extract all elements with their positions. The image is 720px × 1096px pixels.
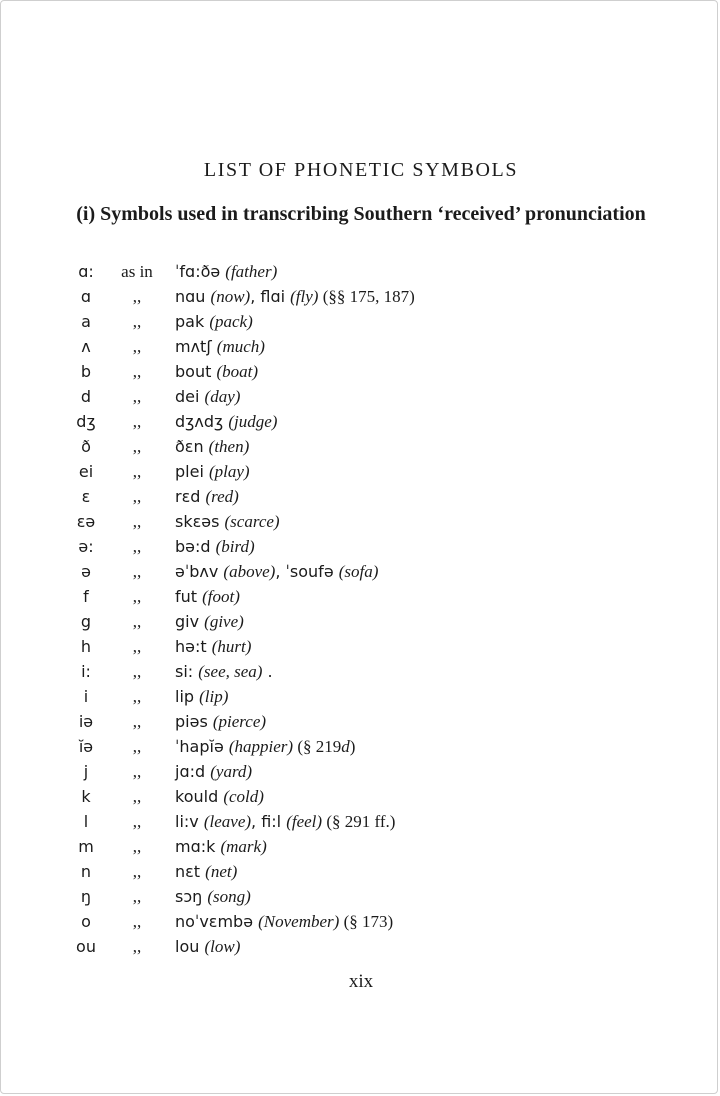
as-in-marker: ,, xyxy=(132,837,142,856)
section-heading: (i) Symbols used in transcribing Southern ‘received’ pronunciation xyxy=(76,203,646,225)
phonetic-symbol: h xyxy=(80,637,92,656)
example-transcription xyxy=(175,609,244,634)
example-transcription xyxy=(175,834,267,859)
as-in-marker: ,, xyxy=(132,412,142,431)
example-transcription xyxy=(175,584,240,609)
example-word: (then) xyxy=(208,437,250,456)
example-word: (sofa) xyxy=(338,562,379,581)
example-transcription xyxy=(175,484,239,509)
example-transcription xyxy=(175,784,264,809)
transcription-text: dei xyxy=(175,387,205,406)
phonetic-symbol: f xyxy=(83,587,89,606)
example-word: (mark) xyxy=(220,837,267,856)
example-transcription xyxy=(175,734,355,759)
example-word: (above) xyxy=(223,562,276,581)
transcription-text: bout xyxy=(175,362,217,381)
phonetic-symbol: a xyxy=(81,312,91,331)
example-transcription xyxy=(175,559,378,584)
phonetic-symbol: ə xyxy=(81,562,91,581)
phonetic-symbol: b xyxy=(80,362,92,381)
example-transcription xyxy=(175,709,266,734)
phonetic-symbol: ŋ xyxy=(80,887,92,906)
symbol-entry xyxy=(1,609,720,634)
example-word: (play) xyxy=(208,462,250,481)
example-word: (bird) xyxy=(215,537,255,556)
phonetic-symbol: iə xyxy=(78,712,94,731)
example-transcription xyxy=(175,759,252,784)
example-transcription xyxy=(175,909,393,934)
transcription-text: . xyxy=(262,662,273,681)
as-in-marker: ,, xyxy=(132,637,142,656)
symbol-entry xyxy=(1,584,720,609)
section-reference: (§ 291 ff.) xyxy=(322,812,396,831)
example-word: (yard) xyxy=(210,762,253,781)
example-word: (pierce) xyxy=(212,712,267,731)
transcription-text: ðɛn xyxy=(175,437,209,456)
example-transcription xyxy=(175,684,228,709)
symbol-entry xyxy=(1,484,720,509)
transcription-text: nɑu xyxy=(175,287,211,306)
phonetic-symbol: ou xyxy=(76,937,96,956)
example-word: (song) xyxy=(207,887,251,906)
as-in-marker: ,, xyxy=(132,937,142,956)
example-transcription xyxy=(175,509,280,534)
phonetic-symbol: j xyxy=(83,762,89,781)
as-in-marker: ,, xyxy=(132,362,142,381)
example-transcription xyxy=(175,284,415,309)
symbol-entry xyxy=(1,909,720,934)
transcription-text: hə:t xyxy=(175,637,212,656)
example-transcription xyxy=(175,359,258,384)
section-reference: (§ 219 xyxy=(293,737,342,756)
phonetic-symbol: ei xyxy=(78,462,94,481)
symbol-entry xyxy=(1,709,720,734)
example-word: (fly) xyxy=(290,287,319,306)
example-word: (judge) xyxy=(228,412,278,431)
example-word: d xyxy=(341,737,350,756)
example-word: (leave) xyxy=(203,812,252,831)
as-in-marker: ,, xyxy=(132,887,142,906)
as-in-marker: ,, xyxy=(132,312,142,331)
example-transcription xyxy=(175,309,253,334)
transcription-text: ˈhapĭə xyxy=(175,737,229,756)
example-transcription xyxy=(175,459,250,484)
as-in-marker: ,, xyxy=(132,662,142,681)
transcription-text: noˈvɛmbə xyxy=(175,912,259,931)
as-in-marker: ,, xyxy=(132,537,142,556)
phonetic-symbol: m xyxy=(78,837,94,856)
symbol-entry xyxy=(1,434,720,459)
phonetic-symbol: ʌ xyxy=(81,337,91,356)
phonetic-symbol: i xyxy=(83,687,89,706)
example-word: (low) xyxy=(204,937,241,956)
transcription-text: mʌtʃ xyxy=(175,337,217,356)
as-in-marker: ,, xyxy=(132,737,142,756)
transcription-text: mɑ:k xyxy=(175,837,221,856)
example-word: (cold) xyxy=(223,787,264,806)
example-transcription xyxy=(175,434,249,459)
transcription-text: giv xyxy=(175,612,205,631)
phonetic-symbol: ɑ xyxy=(80,287,92,306)
transcription-text: skɛəs xyxy=(175,512,225,531)
as-in-marker: ,, xyxy=(132,687,142,706)
transcription-text: piəs xyxy=(175,712,213,731)
example-transcription xyxy=(175,534,255,559)
transcription-text: dʒʌdʒ xyxy=(175,412,229,431)
example-transcription xyxy=(175,659,273,684)
example-word: (see, sea) xyxy=(198,662,263,681)
section-reference: ) xyxy=(349,737,356,756)
example-word: (happier) xyxy=(228,737,294,756)
phonetic-symbol: n xyxy=(80,862,92,881)
phonetic-symbol: o xyxy=(81,912,91,931)
as-in-marker: ,, xyxy=(132,812,142,831)
phonetic-symbol: l xyxy=(83,812,89,831)
phonetic-symbol: k xyxy=(81,787,91,806)
example-transcription xyxy=(175,259,277,284)
phonetic-symbol: d xyxy=(80,387,92,406)
as-in-marker: ,, xyxy=(132,387,142,406)
page-title: LIST OF PHONETIC SYMBOLS xyxy=(203,159,519,181)
example-transcription xyxy=(175,884,251,909)
phonetic-symbol: i: xyxy=(81,662,91,681)
example-word: (much) xyxy=(216,337,265,356)
as-in-marker: ,, xyxy=(132,562,142,581)
as-in-marker: ,, xyxy=(132,587,142,606)
symbol-entry xyxy=(1,734,720,759)
example-transcription xyxy=(175,384,240,409)
symbol-entry xyxy=(1,834,720,859)
example-word: (father) xyxy=(225,262,278,281)
page-number: xix xyxy=(348,971,374,992)
phonetic-symbol: ð xyxy=(81,437,91,456)
transcription-text: bə:d xyxy=(175,537,216,556)
example-word: (feel) xyxy=(286,812,323,831)
as-in-marker: ,, xyxy=(132,862,142,881)
symbol-entry xyxy=(1,559,720,584)
as-in-marker: ,, xyxy=(132,337,142,356)
symbol-entry xyxy=(1,859,720,884)
as-in-marker: ,, xyxy=(132,787,142,806)
as-in-marker: ,, xyxy=(132,437,142,456)
transcription-text: jɑ:d xyxy=(175,762,211,781)
phonetic-symbol: g xyxy=(80,612,92,631)
transcription-text: əˈbʌv xyxy=(175,562,224,581)
transcription-text: nɛt xyxy=(175,862,206,881)
example-word: (hurt) xyxy=(211,637,252,656)
as-in-marker: ,, xyxy=(132,287,142,306)
example-word: (day) xyxy=(204,387,241,406)
transcription-text: pak xyxy=(175,312,210,331)
symbol-entry xyxy=(1,309,720,334)
symbol-entry xyxy=(1,784,720,809)
symbol-entry xyxy=(1,684,720,709)
example-transcription xyxy=(175,409,277,434)
example-word: (foot) xyxy=(202,587,240,606)
symbol-entry xyxy=(1,884,720,909)
phonetic-symbol: ɛ xyxy=(81,487,91,506)
transcription-text: lip xyxy=(175,687,200,706)
example-transcription xyxy=(175,934,240,959)
symbol-entry xyxy=(1,809,720,834)
symbol-entry xyxy=(1,759,720,784)
as-in-marker: ,, xyxy=(132,612,142,631)
as-in-marker: ,, xyxy=(132,512,142,531)
example-transcription xyxy=(175,634,251,659)
example-word: (pack) xyxy=(209,312,253,331)
example-transcription xyxy=(175,809,395,834)
symbol-entry xyxy=(1,934,720,959)
example-word: (red) xyxy=(205,487,239,506)
symbol-entry xyxy=(1,509,720,534)
symbol-entry xyxy=(1,659,720,684)
transcription-text: si: xyxy=(175,662,199,681)
symbol-entry xyxy=(1,459,720,484)
section-reference: (§ 173) xyxy=(339,912,394,931)
transcription-text: , fi:l xyxy=(251,812,287,831)
symbol-entry xyxy=(1,334,720,359)
transcription-text: kould xyxy=(175,787,224,806)
as-in-marker: ,, xyxy=(132,762,142,781)
example-word: (lip) xyxy=(199,687,229,706)
example-word: (now) xyxy=(210,287,251,306)
transcription-text: ˈfɑ:ðə xyxy=(175,262,226,281)
symbol-entry xyxy=(1,259,720,284)
phonetic-symbol: ĭə xyxy=(78,737,94,756)
example-word: (boat) xyxy=(216,362,258,381)
symbol-entry xyxy=(1,359,720,384)
transcription-text: plei xyxy=(175,462,209,481)
transcription-text: sɔŋ xyxy=(175,887,208,906)
example-word: (scarce) xyxy=(224,512,280,531)
phonetic-symbol: ə: xyxy=(78,537,94,556)
example-word: (net) xyxy=(205,862,238,881)
symbol-entry xyxy=(1,634,720,659)
transcription-text: rɛd xyxy=(175,487,206,506)
symbol-entry xyxy=(1,384,720,409)
example-transcription xyxy=(175,859,237,884)
section-reference: (§§ 175, 187) xyxy=(318,287,415,306)
as-in-marker: ,, xyxy=(132,487,142,506)
as-in-marker: ,, xyxy=(132,912,142,931)
example-word: (give) xyxy=(204,612,244,631)
phonetic-symbol: ɑ: xyxy=(78,262,94,281)
as-in-marker: ,, xyxy=(132,712,142,731)
symbol-entry xyxy=(1,284,720,309)
as-in-marker: as in xyxy=(121,262,153,281)
transcription-text: , ˈsoufə xyxy=(275,562,339,581)
symbol-entry xyxy=(1,409,720,434)
phonetic-symbol: ɛə xyxy=(76,512,96,531)
example-transcription xyxy=(175,334,265,359)
transcription-text: , flɑi xyxy=(250,287,291,306)
transcription-text: li:v xyxy=(175,812,204,831)
example-word: (November) xyxy=(258,912,340,931)
transcription-text: lou xyxy=(175,937,205,956)
symbol-entry xyxy=(1,534,720,559)
phonetic-symbol: dʒ xyxy=(76,412,96,431)
transcription-text: fut xyxy=(175,587,203,606)
as-in-marker: ,, xyxy=(132,462,142,481)
